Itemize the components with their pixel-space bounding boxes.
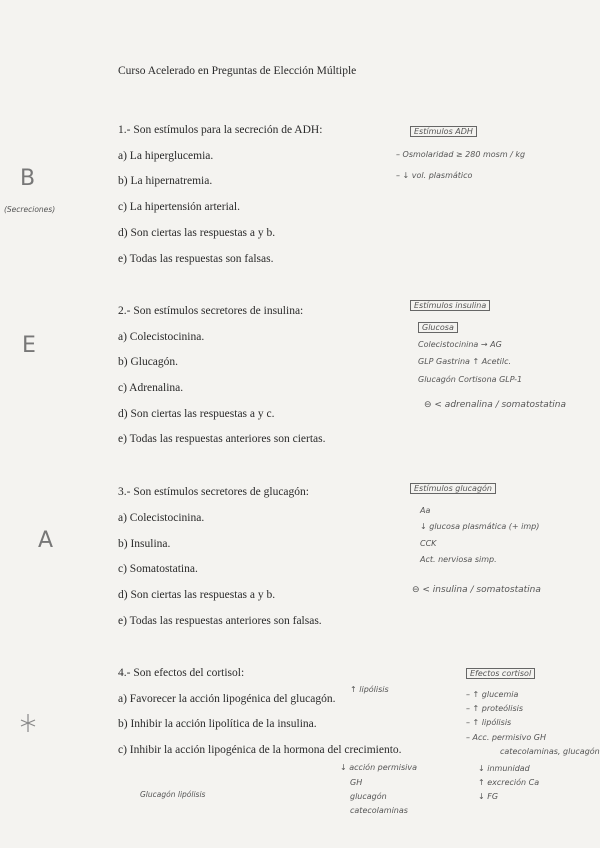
margin-note-secreciones: (Secreciones) [4,205,56,214]
question-2-option-b: b) Glucagón. [118,356,179,368]
note-q3-line-4: Act. nerviosa simp. [420,555,497,564]
question-3-option-e: e) Todas las respuestas anteriores son falsas. [118,615,322,627]
question-3-stem: 3.- Son estímulos secretores de glucagón: [118,486,309,498]
question-1-option-b: b) La hipernatremia. [118,175,213,187]
question-2-option-a: a) Colecistocinina. [118,331,205,343]
note-q3-line-5: ⊖ < insulina / somatostatina [412,585,541,595]
note-q2-header: Estímulos insulina [410,300,490,311]
answer-mark-q1: B [20,166,36,191]
answer-mark-q2: E [22,333,36,358]
note-q1-line-2: – ↓ vol. plasmático [396,171,473,180]
answer-mark-q3: A [38,528,54,553]
question-3-option-c: c) Somatostatina. [118,563,198,575]
note-q3-line-1: Aa [420,506,431,515]
question-1-stem: 1.- Son estímulos para la secreción de ADH: [118,124,323,136]
note-bottom-mid-2: GH [350,778,363,787]
note-q4-line-4: – Acc. permisivo GH [466,733,546,742]
note-q4-side: ↑ lipólisis [350,685,389,694]
question-3-option-a: a) Colecistocinina. [118,512,205,524]
note-q4-line-7: ↑ excreción Ca [478,778,540,787]
note-q1-header: Estímulos ADH [410,126,477,137]
question-2-option-c: c) Adrenalina. [118,382,184,394]
question-2-stem: 2.- Son estímulos secretores de insulina: [118,305,304,317]
question-1-option-a: a) La hiperglucemia. [118,150,214,162]
note-q4-line-3: – ↑ lipólisis [466,718,512,727]
question-4-stem: 4.- Son efectos del cortisol: [118,667,245,679]
note-q4-line-6: ↓ inmunidad [478,764,530,773]
question-2-option-e: e) Todas las respuestas anteriores son ciertas. [118,433,326,445]
question-1-option-e: e) Todas las respuestas son falsas. [118,253,274,265]
question-4-option-b: b) Inhibir la acción lipolítica de la insulina. [118,718,317,730]
question-3-option-b: b) Insulina. [118,538,171,550]
question-2-option-d: d) Son ciertas las respuestas a y c. [118,408,275,420]
note-q3-line-2: ↓ glucosa plasmática (+ imp) [420,522,540,531]
question-1-option-c: c) La hipertensión arterial. [118,201,240,213]
note-q4-line-5: catecolaminas, glucagón [500,747,600,756]
note-q2-line-3: GLP Gastrina ↑ Acetilc. [418,357,512,366]
note-q4-header: Efectos cortisol [466,668,535,679]
note-q2-line-5: ⊖ < adrenalina / somatostatina [424,400,566,410]
note-bottom-mid-1: ↓ acción permisiva [340,763,418,772]
note-bottom-mid-4: catecolaminas [350,806,408,815]
question-1-option-d: d) Son ciertas las respuestas a y b. [118,227,276,239]
page-title: Curso Acelerado en Preguntas de Elección Múltiple [118,65,357,77]
note-q1-line-1: – Osmolaridad ≥ 280 mosm / kg [396,150,526,159]
question-4-option-a: a) Favorecer la acción lipogénica del glucagón. [118,693,336,705]
note-q2-line-1: Glucosa [418,322,458,333]
question-3-option-d: d) Son ciertas las respuestas a y b. [118,589,276,601]
note-q2-line-4: Glucagón Cortisona GLP-1 [418,375,523,384]
note-q4-line-2: – ↑ proteólisis [466,704,524,713]
note-q3-header: Estímulos glucagón [410,483,496,494]
question-4-option-c: c) Inhibir la acción lipogénica de la hormona del crecimiento. [118,744,402,756]
note-q4-line-1: – ↑ glucemia [466,690,519,699]
asterisk-mark-icon [18,712,38,734]
note-q4-line-8: ↓ FG [478,792,499,801]
note-q2-line-2: Colecistocinina → AG [418,340,502,349]
note-bottom-left: Glucagón lipólisis [140,790,206,799]
note-q3-line-3: CCK [420,539,437,548]
note-bottom-mid-3: glucagón [350,792,387,801]
